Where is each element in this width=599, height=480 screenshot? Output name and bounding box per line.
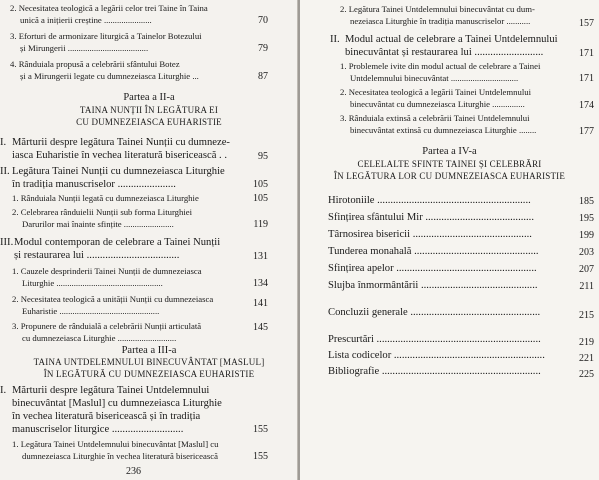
section-number: I.: [0, 137, 7, 148]
toc-entry-line: iasca Euharistie în vechea literatură bisericească . .: [12, 150, 227, 161]
toc-entry-line: Mărturii despre legătura Tainei Untdelemnului: [12, 385, 210, 396]
toc-page-number: 211: [579, 281, 594, 292]
toc-page-number: 119: [253, 219, 268, 230]
toc-page-number: 171: [579, 73, 594, 84]
toc-page-number: 207: [579, 264, 594, 275]
toc-entry-line: Tunderea monahală ...............................................: [328, 246, 539, 257]
toc-entry-line: Untdelemnului binecuvântat ...............................: [350, 73, 519, 83]
toc-entry-line: 2. Necesitatea teologică a unității Nunții cu dumnezeiasca: [12, 294, 214, 304]
toc-page-number: 131: [253, 251, 268, 262]
toc-entry-line: cu dumnezeiasca Liturghie ...........................: [22, 333, 177, 343]
toc-page-number: 171: [579, 48, 594, 59]
toc-entry-line: Sfințirea apelor .....................................................: [328, 263, 537, 274]
toc-entry-line: binecuvântat extinsă cu dumnezeiasca Liturghie ........: [350, 125, 537, 135]
toc-page-number: 70: [258, 15, 268, 26]
right-page: [300, 0, 599, 480]
part-heading: Partea a II-a: [123, 92, 175, 103]
toc-page-number: 87: [258, 71, 268, 82]
toc-entry-line: binecuvântat [Maslul] cu dumnezeiasca Liturghie: [12, 398, 222, 409]
toc-entry-line: Bibliografie ............................................................: [328, 366, 541, 377]
toc-page-number: 79: [258, 43, 268, 54]
toc-entry-line: 3. Rânduiala extinsă a celebrării Tainei Untdelemnului: [340, 113, 530, 123]
toc-entry-line: și restaurarea lui ...................................: [14, 250, 180, 261]
toc-page-number: 177: [579, 126, 594, 137]
toc-entry-line: în vechea literatură bisericească și în tradiția: [12, 411, 201, 422]
part-heading: Partea a IV-a: [422, 146, 477, 157]
toc-entry-line: Prescurtări ..............................................................: [328, 334, 541, 345]
toc-entry-line: Lista codicelor .........................................................: [328, 350, 545, 361]
toc-entry-line: 1. Legătura Tainei Untdelemnului binecuvântat [Maslul] cu: [12, 439, 219, 449]
part-title: ÎN LEGĂTURĂ CU DUMNEZEIASCA EUHARISTIE: [43, 369, 255, 379]
toc-entry-line: binecuvântat cu dumnezeiasca Liturghie ...............: [350, 99, 525, 109]
part-title: CU DUMNEZEIASCA EUHARISTIE: [76, 117, 222, 127]
toc-entry-line: 2. Necesitatea teologică a legării celor trei Taine în Taina: [10, 3, 208, 13]
toc-page-number: 155: [253, 424, 268, 435]
toc-page-number: 105: [253, 179, 268, 190]
toc-page-number: 141: [253, 298, 268, 309]
toc-entry-line: 3. Eforturi de armonizare liturgică a Tainelor Botezului: [10, 31, 202, 41]
toc-page-number: 185: [579, 196, 594, 207]
page-number-folio: 236: [126, 466, 141, 477]
toc-entry-line: 2. Legătura Tainei Untdelemnului binecuvântat cu dum-: [340, 4, 535, 14]
toc-entry-line: Concluzii generale .................................................: [328, 307, 541, 318]
toc-entry-line: Sfințirea sfântului Mir .........................................: [328, 212, 534, 223]
toc-page-number: 157: [579, 18, 594, 29]
toc-page-number: 145: [253, 322, 268, 333]
toc-entry-line: și Mirungerii .....................................: [20, 43, 149, 53]
toc-entry-line: 2. Celebrarea rânduielii Nunții sub forma Liturghiei: [12, 207, 193, 217]
toc-page-number: 174: [579, 100, 594, 111]
toc-entry-line: Hirotoniile ..........................................................: [328, 195, 531, 206]
part-title: ÎN LEGĂTURA LOR CU DUMNEZEIASCA EUHARISTIE: [333, 171, 566, 181]
toc-entry-line: nezeiasca Liturghie în tradiția manuscriselor ...........: [350, 16, 531, 26]
toc-entry-line: 3. Propunere de rânduială a celebrării Nunții articulată: [12, 321, 202, 331]
toc-page-number: 203: [579, 247, 594, 258]
toc-page-number: 105: [253, 193, 268, 204]
part-title: TAINA UNTDELEMNULUI BINECUVÂNTAT [MASLUL]: [33, 357, 265, 367]
toc-entry-line: binecuvântat și restaurarea lui ..........................: [345, 47, 544, 58]
toc-entry-line: Darurilor mai înainte sfințite .......................: [22, 219, 174, 229]
toc-page-number: 95: [258, 151, 268, 162]
section-number: II.: [330, 34, 340, 45]
toc-entry-line: Modul actual de celebrare a Tainei Untdelemnului: [345, 34, 558, 45]
toc-entry-line: dumnezeiasca Liturghie în vechea literatură bisericească: [22, 451, 218, 461]
left-page: [0, 0, 298, 480]
toc-entry-line: 4. Rânduiala propusă a celebrării sfântului Botez: [10, 59, 180, 69]
toc-entry-line: Mărturii despre legătura Tainei Nunții cu dumneze-: [12, 137, 230, 148]
toc-page-number: 221: [579, 353, 594, 364]
toc-entry-line: manuscriselor liturgice ...........................: [12, 424, 184, 435]
toc-entry-line: Târnosirea bisericii .............................................: [328, 229, 532, 240]
toc-entry-line: unică a inițierii creștine ......................: [20, 15, 152, 25]
toc-entry-line: în tradiția manuscriselor ......................: [12, 179, 176, 190]
toc-entry-line: Modul contemporan de celebrare a Tainei Nunții: [14, 237, 221, 248]
toc-page-number: 195: [579, 213, 594, 224]
toc-page-number: 219: [579, 337, 594, 348]
toc-page-number: 225: [579, 369, 594, 380]
toc-entry-line: Slujba înmormântării ............................................: [328, 280, 538, 291]
part-heading: Partea a III-a: [121, 345, 177, 356]
toc-entry-line: Liturghie .................................................: [22, 278, 163, 288]
section-number: II.: [0, 166, 10, 177]
toc-entry-line: Legătura Tainei Nunții cu dumnezeiasca Liturghie: [12, 166, 225, 177]
toc-page-number: 199: [579, 230, 594, 241]
part-title: TAINA NUNȚII ÎN LEGĂTURA EI: [79, 105, 219, 115]
toc-page-number: 215: [579, 310, 594, 321]
part-title: CELELALTE SFINTE TAINEI ȘI CELEBRĂRI: [357, 159, 542, 169]
toc-entry-line: 2. Necesitatea teologică a legării Tainei Untdelemnului: [340, 87, 532, 97]
toc-entry-line: 1. Problemele ivite din modul actual de celebrare a Tainei: [340, 61, 541, 71]
section-number: I.: [0, 385, 7, 396]
section-number: III.: [0, 237, 14, 248]
toc-entry-line: și a Mirungerii legate cu dumnezeiasca Liturghie ...: [20, 71, 199, 81]
toc-entry-line: Euharistie ..............................................: [22, 306, 160, 316]
toc-page-number: 134: [253, 278, 268, 289]
toc-entry-line: 1. Cauzele desprinderii Tainei Nunții de dumnezeiasca: [12, 266, 202, 276]
toc-entry-line: 1. Rânduiala Nunții legată cu dumnezeiasca Liturghie: [12, 193, 199, 203]
toc-page-number: 155: [253, 451, 268, 462]
